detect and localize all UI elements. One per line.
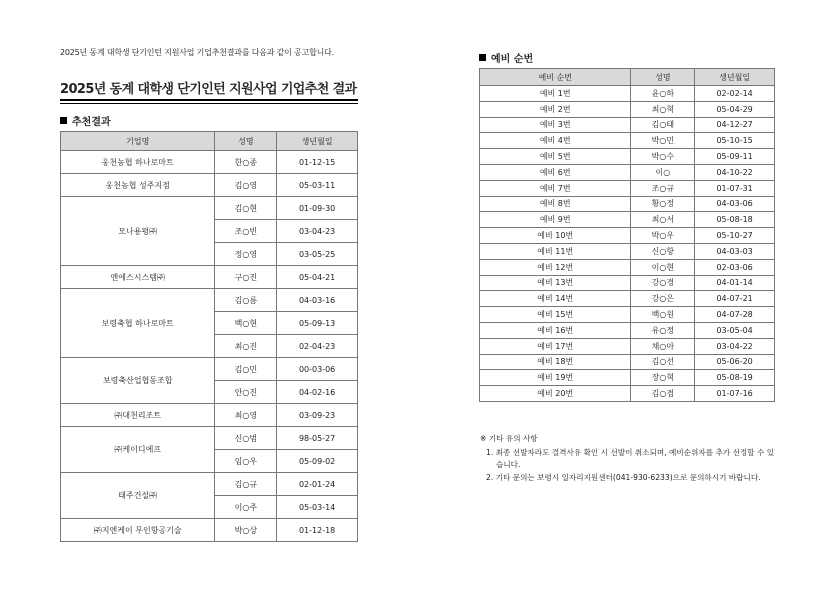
header-name: 성명	[215, 132, 277, 151]
name-cell: 백○현	[215, 312, 277, 335]
table-row	[480, 86, 775, 102]
company-cell: ㈜지엔케이 무인항공기술	[61, 519, 215, 542]
name-cell: 박○상	[215, 519, 277, 542]
dob-cell: 05-03-11	[277, 174, 358, 197]
name-cell: 김○규	[215, 473, 277, 496]
order-cell: 예비 4번	[480, 133, 631, 149]
order-cell: 예비 3번	[480, 117, 631, 133]
table-row	[480, 117, 775, 133]
table-row	[480, 338, 775, 354]
name-cell: 조○규	[631, 180, 695, 196]
dob-cell: 05-08-18	[695, 212, 775, 228]
company-cell: ㈜대천리조트	[61, 404, 215, 427]
dob-cell: 01-12-15	[277, 151, 358, 174]
dob-cell: 03-04-23	[277, 220, 358, 243]
name-cell: 조○빈	[215, 220, 277, 243]
dob-cell: 98-05-27	[277, 427, 358, 450]
dob-cell: 04-10-22	[695, 164, 775, 180]
notes-heading: ※ 기타 유의 사항	[480, 434, 538, 443]
dob-cell: 04-03-06	[695, 196, 775, 212]
order-cell: 예비 8번	[480, 196, 631, 212]
dob-cell: 00-03-06	[277, 358, 358, 381]
order-cell: 예비 14번	[480, 291, 631, 307]
table-row	[480, 259, 775, 275]
table-row	[61, 197, 358, 220]
table-row	[480, 243, 775, 259]
order-cell: 예비 17번	[480, 338, 631, 354]
header-name: 성명	[631, 69, 695, 86]
dob-cell: 04-07-28	[695, 307, 775, 323]
name-cell: 박○우	[631, 228, 695, 244]
dob-cell: 05-09-11	[695, 149, 775, 165]
order-cell: 예비 9번	[480, 212, 631, 228]
name-cell: 임○우	[215, 450, 277, 473]
order-cell: 예비 15번	[480, 307, 631, 323]
dob-cell: 05-09-13	[277, 312, 358, 335]
table-row	[480, 354, 775, 370]
order-cell: 예비 20번	[480, 386, 631, 402]
table-row	[61, 289, 358, 312]
dob-cell: 05-10-27	[695, 228, 775, 244]
name-cell: 박○민	[631, 133, 695, 149]
table-row	[61, 266, 358, 289]
header-company: 기업명	[61, 132, 215, 151]
dob-cell: 02-04-23	[277, 335, 358, 358]
dob-cell: 03-09-23	[277, 404, 358, 427]
dob-cell: 04-02-16	[277, 381, 358, 404]
name-cell: 채○아	[631, 338, 695, 354]
name-cell: 김○름	[215, 289, 277, 312]
reserve-table-body	[480, 86, 775, 402]
table-row	[480, 196, 775, 212]
dob-cell: 04-12-27	[695, 117, 775, 133]
name-cell: 신○항	[631, 243, 695, 259]
order-cell: 예비 19번	[480, 370, 631, 386]
name-cell: 구○진	[215, 266, 277, 289]
table-row	[61, 473, 358, 496]
dob-cell: 05-10-15	[695, 133, 775, 149]
result-table	[60, 131, 358, 542]
square-bullet-icon	[60, 117, 67, 124]
dob-cell: 01-07-31	[695, 180, 775, 196]
table-row	[480, 386, 775, 402]
page-title: 2025년 동계 대학생 단기인턴 지원사업 기업추천 결과	[60, 82, 357, 97]
dob-cell: 03-05-04	[695, 322, 775, 338]
company-cell: 보령축산업협동조합	[61, 358, 215, 404]
name-cell: 김○겸	[631, 386, 695, 402]
dob-cell: 05-04-29	[695, 101, 775, 117]
dob-cell: 05-03-14	[277, 496, 358, 519]
section-heading-reserve-label: 예비 순번	[491, 54, 534, 65]
dob-cell: 02-01-24	[277, 473, 358, 496]
section-heading-reserve	[479, 50, 533, 65]
table-row	[480, 212, 775, 228]
order-cell: 예비 11번	[480, 243, 631, 259]
company-cell: 모나용평㈜	[61, 197, 215, 266]
name-cell: 최○영	[215, 404, 277, 427]
name-cell: 신○범	[215, 427, 277, 450]
square-bullet-icon	[479, 54, 486, 61]
header-dob: 생년월일	[277, 132, 358, 151]
dob-cell: 05-06-20	[695, 354, 775, 370]
order-cell: 예비 6번	[480, 164, 631, 180]
dob-cell: 02-03-06	[695, 259, 775, 275]
table-row	[480, 101, 775, 117]
dob-cell: 04-03-03	[695, 243, 775, 259]
company-cell: 태주건설㈜	[61, 473, 215, 519]
name-cell: 강○은	[631, 291, 695, 307]
order-cell: 예비 1번	[480, 86, 631, 102]
table-row	[480, 164, 775, 180]
name-cell: 윤○하	[631, 86, 695, 102]
table-row	[480, 322, 775, 338]
dob-cell: 01-12-18	[277, 519, 358, 542]
name-cell: 김○민	[215, 358, 277, 381]
order-cell: 예비 13번	[480, 275, 631, 291]
table-row	[61, 151, 358, 174]
dob-cell: 03-05-25	[277, 243, 358, 266]
result-table-header-row	[61, 132, 358, 151]
order-cell: 예비 16번	[480, 322, 631, 338]
name-cell: 이○	[631, 164, 695, 180]
company-cell: 보령축협 하나로마트	[61, 289, 215, 358]
dob-cell: 02-02-14	[695, 86, 775, 102]
section-heading-result	[60, 113, 111, 128]
name-cell: 김○태	[631, 117, 695, 133]
title-rule-thick	[60, 99, 358, 101]
table-row	[61, 519, 358, 542]
dob-cell: 05-08-19	[695, 370, 775, 386]
reserve-table	[479, 68, 775, 402]
name-cell: 황○정	[631, 196, 695, 212]
order-cell: 예비 12번	[480, 259, 631, 275]
dob-cell: 04-03-16	[277, 289, 358, 312]
dob-cell: 04-07-21	[695, 291, 775, 307]
table-row	[480, 228, 775, 244]
name-cell: 최○서	[631, 212, 695, 228]
name-cell: 안○진	[215, 381, 277, 404]
header-dob: 생년월일	[695, 69, 775, 86]
header-reserve-order: 예비 순번	[480, 69, 631, 86]
table-row	[480, 275, 775, 291]
table-row	[61, 427, 358, 450]
table-row	[480, 180, 775, 196]
dob-cell: 05-04-21	[277, 266, 358, 289]
dob-cell: 04-01-14	[695, 275, 775, 291]
note-item: 2. 기타 문의는 보령시 일자리지원센터(041-930-6233)으로 문의하시기 바랍니다.	[486, 472, 761, 482]
section-heading-result-label: 추천결과	[72, 117, 111, 128]
dob-cell: 01-07-16	[695, 386, 775, 402]
order-cell: 예비 5번	[480, 149, 631, 165]
company-cell: 웅천농협 성주지점	[61, 174, 215, 197]
order-cell: 예비 2번	[480, 101, 631, 117]
company-cell: ㈜케이디에프	[61, 427, 215, 473]
name-cell: 김○선	[631, 354, 695, 370]
intro-text: 2025년 동계 대학생 단기인턴 지원사업 기업추천결과를 다음과 같이 공고합니다.	[60, 48, 335, 57]
order-cell: 예비 10번	[480, 228, 631, 244]
name-cell: 정○영	[215, 243, 277, 266]
company-cell: 웅천농협 하나로마트	[61, 151, 215, 174]
dob-cell: 01-09-30	[277, 197, 358, 220]
table-row	[480, 370, 775, 386]
reserve-table-header-row	[480, 69, 775, 86]
name-cell: 이○주	[215, 496, 277, 519]
table-row	[61, 358, 358, 381]
table-row	[61, 404, 358, 427]
name-cell: 최○혁	[631, 101, 695, 117]
name-cell: 장○혁	[631, 370, 695, 386]
name-cell: 최○진	[215, 335, 277, 358]
name-cell: 이○현	[631, 259, 695, 275]
note-item: 1. 최종 선발자라도 결격사유 확인 시 선발이 취소되며, 예비순위자를 추가 선정할 수 있습니다.	[486, 447, 775, 469]
name-cell: 강○경	[631, 275, 695, 291]
name-cell: 백○원	[631, 307, 695, 323]
table-row	[480, 149, 775, 165]
order-cell: 예비 18번	[480, 354, 631, 370]
name-cell: 김○영	[215, 174, 277, 197]
title-rule-thin	[60, 103, 358, 104]
name-cell: 한○종	[215, 151, 277, 174]
order-cell: 예비 7번	[480, 180, 631, 196]
table-row	[480, 133, 775, 149]
dob-cell: 03-04-22	[695, 338, 775, 354]
name-cell: 박○수	[631, 149, 695, 165]
table-row	[61, 174, 358, 197]
name-cell: 김○현	[215, 197, 277, 220]
table-row	[480, 307, 775, 323]
result-table-body	[61, 151, 358, 542]
company-cell: 엔에스시스템㈜	[61, 266, 215, 289]
notes-section	[480, 433, 780, 484]
table-row	[480, 291, 775, 307]
name-cell: 유○정	[631, 322, 695, 338]
dob-cell: 05-09-02	[277, 450, 358, 473]
